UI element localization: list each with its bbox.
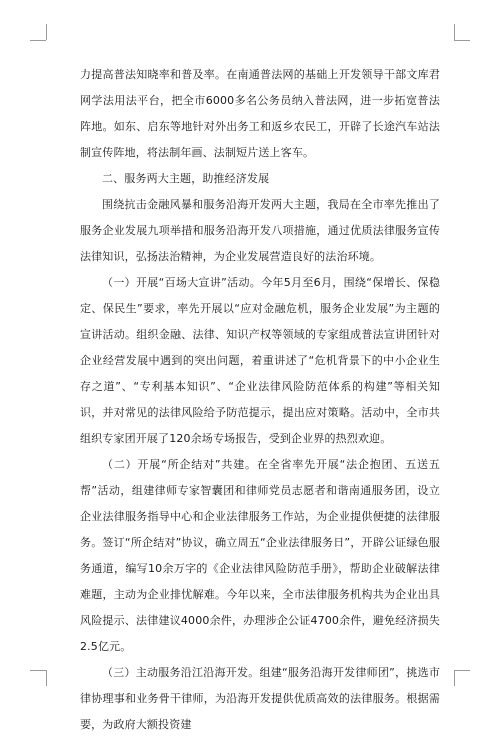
crop-mark-top-right-h — [454, 40, 470, 41]
crop-mark-top-left-v — [46, 24, 47, 40]
crop-mark-bottom-left-v — [46, 670, 47, 686]
crop-mark-top-right-v — [454, 24, 455, 40]
paragraph-item-3: （三）主动服务沿江沿海开发。组建“服务沿海开发律师团”，挑选市律协理事和业务骨干律师，为沿海开发提供优质高效的法律服务。根据需要，为政府大额投资建 — [80, 666, 440, 731]
section-heading: 二、服务两大主题，助推经济发展 — [102, 172, 270, 185]
crop-mark-bottom-right-v — [454, 670, 455, 686]
crop-mark-bottom-right-h — [454, 670, 470, 671]
paragraph-item-2: （二）开展“所企结对”共建。在全省率先开展“法企抱团、五送五帮”活动，组建律师专家智囊团和律师党员志愿者和谐南通服务团，设立企业法律服务指导中心和企业法律服务工作站，为企业提供便捷的法律服务。签订“所企结对”协议，确立周五“企业法律服务日”，开辟公证绿色服务通道，编写10余万字的《企业法律风险防范手册》，帮助企业破解法律难题，主动为企业排忧解难。今年以来，全市法律服务机构共为企业出具风险提示、法律建议4000余件，办理涉企公证4700余件，避免经济损失2.5亿元。 — [80, 458, 440, 653]
document-body — [80, 62, 440, 738]
crop-mark-top-left-h — [30, 40, 46, 41]
paragraph-continuation: 力提高普法知晓率和普及率。在南通普法网的基础上开发领导干部文库君网学法用法平台，把全市6000多名公务员纳入普法网，进一步拓宽普法阵地。如东、启东等地针对外出务工和返乡农民工，开辟了长途汽车站法制宣传阵地，将法制年画、法制短片送上客车。 — [80, 68, 440, 159]
paragraph-intro: 围绕抗击金融风暴和服务沿海开发两大主题，我局在全市率先推出了服务企业发展九项举措和服务沿海开发八项措施，通过优质法律服务宣传法律知识，弘扬法治精神，为企业发展营造良好的法治环境。 — [80, 198, 440, 263]
crop-mark-bottom-left-h — [30, 670, 46, 671]
paragraph-item-1: （一）开展“百场大宣讲”活动。今年5月至6月，围绕“保增长、保稳定、保民生”要求，率先开展以“应对金融危机，服务企业发展”为主题的宣讲活动。组织金融、法律、知识产权等领域的专家组成普法宣讲团针对企业经营发展中遇到的突出问题，着重讲述了“危机背景下的中小企业生存之道”、“专利基本知识”、“企业法律风险防范体系的构建”等相关知识，并对常见的法律风险给予防范提示，提出应对策略。活动中，全市共组织专家团开展了120余场专场报告，受到企业界的热烈欢迎。 — [80, 276, 440, 445]
